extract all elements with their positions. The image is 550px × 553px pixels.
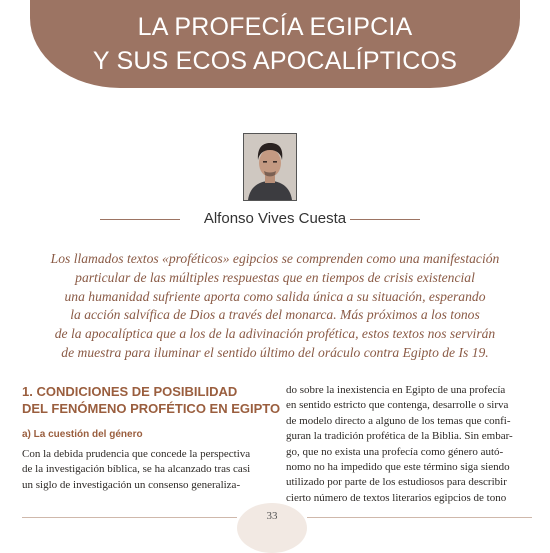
body-line: nomo no ha impedido que este término siga siendo <box>286 461 510 474</box>
body-line: en sentido estricto que contenga, desarrolle o sirva <box>286 399 509 412</box>
section-heading-line: 1. CONDICIONES DE POSIBILIDAD <box>22 384 238 399</box>
author-name: Alfonso Vives Cuesta <box>203 210 347 227</box>
article-title-line-1: LA PROFECÍA EGIPCIA <box>137 13 413 41</box>
left-column <box>22 383 281 493</box>
abstract-line: una humanidad sufriente aporta como salida única a su situación, esperando <box>64 288 486 304</box>
section-heading-line: DEL FENÓMENO PROFÉTICO EN EGIPTO <box>22 401 281 416</box>
right-body-paragraph <box>286 383 531 506</box>
article-title-line-2: Y SUS ECOS APOCALÍPTICOS <box>92 47 458 75</box>
section-heading <box>22 383 281 417</box>
abstract-line: de la apocalíptica que a los de la adivinación profética, estos textos nos servirán <box>54 326 496 342</box>
author-portrait-image <box>244 134 296 200</box>
body-line: cierto número de textos literarios egipcios de tono <box>286 491 507 504</box>
page-number: 33 <box>266 510 278 522</box>
abstract-line: la acción salvífica de Dios a través del monarca. Más próximos a los tonos <box>70 307 480 323</box>
abstract-line: particular de las múltiples respuestas que en tiempos de crisis existencial <box>75 269 475 285</box>
abstract-line: de muestra para iluminar el sentido último del oráculo contra Egipto de Is 19. <box>61 344 489 360</box>
title-banner <box>30 0 520 88</box>
body-line: go, que no exista una profecía como género autó- <box>286 445 504 458</box>
footer-rule-left <box>22 517 237 518</box>
body-line: de la investigación bíblica, se ha alcanzado tras casi <box>22 463 251 476</box>
body-line: un siglo de investigación un consenso generaliza- <box>22 478 241 491</box>
author-divider-right <box>350 219 420 220</box>
body-line: de modelo directo a alguno de los temas que confi- <box>286 414 511 427</box>
subsection-heading: a) La cuestión del género <box>22 429 143 440</box>
body-line: do sobre la inexistencia en Egipto de una profecía <box>286 384 506 396</box>
author-photo <box>243 133 297 201</box>
body-line: Con la debida prudencia que concede la perspectiva <box>22 448 251 460</box>
body-line: utilizado por parte de los estudiosos para describir <box>286 476 507 489</box>
left-body-paragraph <box>22 447 262 493</box>
author-divider-left <box>100 219 180 220</box>
abstract <box>14 250 536 363</box>
footer-rule-right <box>307 517 532 518</box>
body-line: guran la tradición profética de la Biblia. Sin embar- <box>286 430 513 443</box>
abstract-line: Los llamados textos «proféticos» egipcios se comprenden como una manifestación <box>50 251 500 266</box>
right-column <box>286 383 531 506</box>
